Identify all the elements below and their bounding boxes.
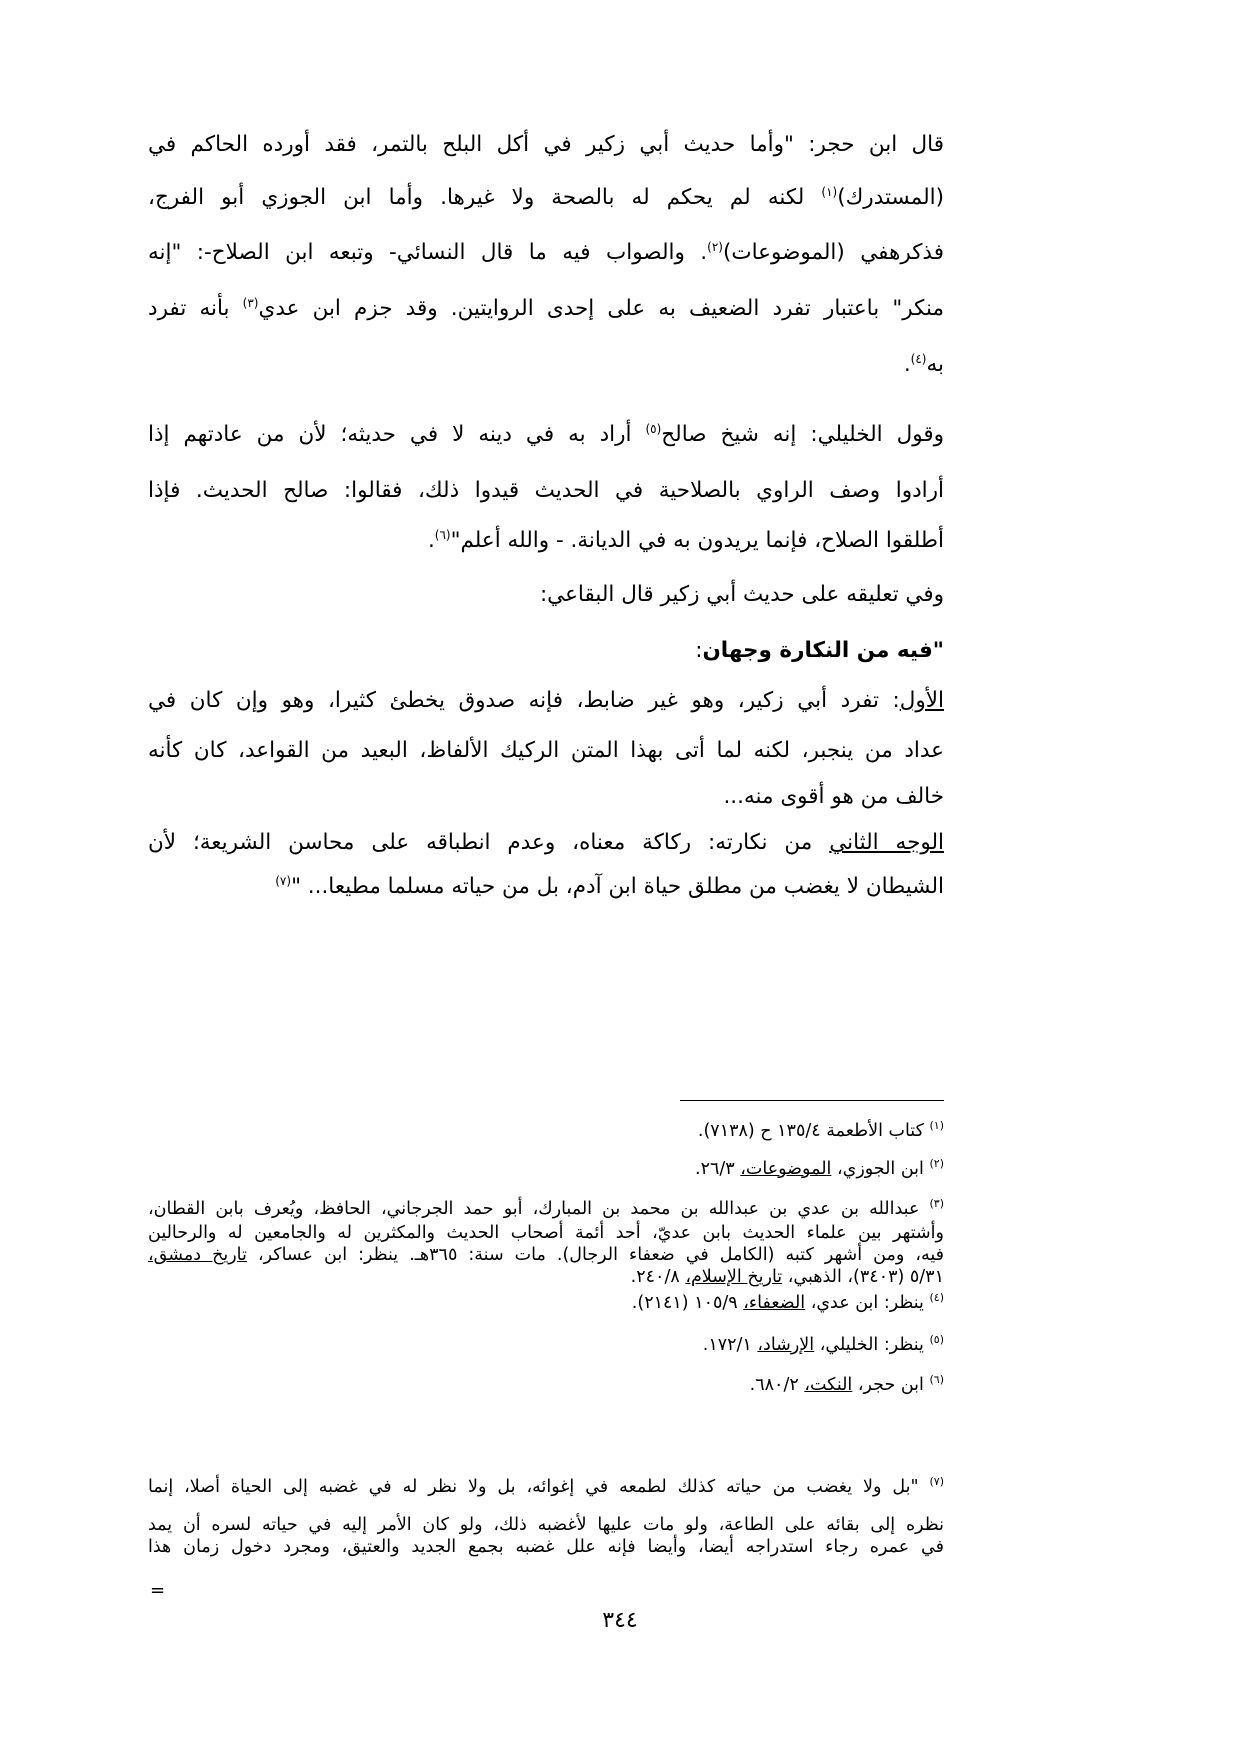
footnote-3-line-3: فيه، ومن أشهر كتبه (الكامل في ضعفاء الرجال). مات سنة: ٣٦٥هـ. ينظر: ابن عساكر، تاريخ دمشق، (148, 1245, 944, 1265)
footnote-1: $^{(١)}$ كتاب الأطعمة ١٣٥/٤ ح (٧١٣٨). (697, 1119, 944, 1141)
footnote-2: $^{(٢)}$ ابن الجوزي، الموضوعات، ٢٦/٣. (694, 1157, 944, 1179)
footnote-3-line-2: وأشتهر بين علماء الحديث بابن عديّ، أحد أئمة أصحاب الحديث والمكثرين له والجامعين له والرحالين (148, 1223, 944, 1243)
footnote-3-line-1: $^{(٣)}$ عبدالله بن عدي بن عبدالله بن محمد بن المبارك، أبو حمد الجرجاني، الحافظ، ويُعرف بابن القطان، (148, 1197, 944, 1219)
footnote-4: $^{(٤)}$ ينظر: ابن عدي، الضعفاء، ١٠٥/٩ (٢١٤١). (631, 1291, 944, 1313)
second-point-line-2: الشيطان لا يغضب من مطلق حياة ابن آدم، بل من حياته مسلما مطيعا... "$^{(٧)}$ (275, 873, 944, 899)
footnote-separator (680, 1100, 944, 1101)
footnote-ref: (٤) (910, 351, 927, 366)
second-point-line-1: الوجه الثاني من نكارته: ركاكة معناه، وعدم انطباقه على محاسن الشريعة؛ لأن (148, 830, 944, 855)
footnote-7-line-3: في عمره رجاء استدراجه أيضا، وأيضا فإنه علل غضبه بجمع الجديد والعتيق، ومجرد دخول زمان هذا (148, 1537, 944, 1557)
paragraph-2-line-2: أرادوا وصف الراوي بالصلاحية في الحديث قيدوا ذلك، فقالوا: صالح الحديث. فإذا (148, 478, 944, 503)
paragraph-2-line-1: وقول الخليلي: إنه شيخ صالح$^{(٥)}$ أراد به في دينه لا في حديثه؛ لأن من عادتهم إذا (148, 421, 945, 447)
footnote-ref: (٥) (645, 421, 662, 436)
first-point-label: الأول (899, 688, 944, 713)
footnote-ref: (٢) (707, 239, 723, 254)
first-point-line-2: عداد من ينجبر، لكنه لما أتى بهذا المتن الركيك الألفاظ، البعيد من القواعد، كان كأنه (148, 738, 944, 763)
footnote-3-line-4: ٥/٣١ (٣٤٠٣)، الذهبي، تاريخ الإسلام، ٢٤٠/٨. (630, 1267, 944, 1287)
footnote-ref: (١) (821, 184, 838, 199)
continuation-mark: = (150, 1580, 166, 1601)
footnote-6: $^{(٦)}$ ابن حجر، النكت، ٦٨٠/٢. (749, 1373, 944, 1395)
paragraph-2-line-3: أطلقوا الصلاح، فإنما يريدون به في الديانة. - والله أعلم"$^{(٦)}$. (427, 527, 944, 553)
footnote-ref: (٧) (275, 873, 292, 888)
footnote-7-line-2: نظره إلى بقائه على الطاعة، ولو مات عليها لأغضبه ذلك، ولو كان الأمر إليه في حياته لسره أن يمد (148, 1515, 944, 1535)
paragraph-1-line-4: منكر" باعتبار تفرد الضعيف به على إحدى الروايتين. وقد جزم ابن عدي$^{(٣)}$ بأنه تفرد (148, 295, 944, 321)
paragraph-1-line-2: (المستدرك)$^{(١)}$ لكنه لم يحكم له بالصحة ولا غيرها. وأما ابن الجوزي أبو الفرج، (148, 184, 944, 210)
footnote-ref: (٦) (434, 527, 451, 542)
footnote-7-line-1: $^{(٧)}$ "بل ولا يغضب من حياته كذلك لطمعه في إغوائه، بل ولا نظر له في غضبه إلى الحياة أصلا، إنما (148, 1475, 944, 1497)
page-number: ٣٤٤ (602, 1608, 638, 1633)
first-point-line-3: خالف من هو أقوى منه... (723, 784, 944, 809)
quote-heading: "فيه من النكارة وجهان: (695, 638, 944, 663)
paragraph-1-line-5: به$^{(٤)}$. (903, 351, 944, 377)
footnote-5: $^{(٥)}$ ينظر: الخليلي، الإرشاد، ١٧٢/١. (702, 1333, 944, 1355)
second-point-label: الوجه الثاني (829, 830, 944, 855)
first-point-line-1: الأول: تفرد أبي زكير، وهو غير ضابط، فإنه صدوق يخطئ كثيرا، وهو وإن كان في (148, 688, 944, 713)
paragraph-1-line-1: قال ابن حجر: "وأما حديث أبي زكير في أكل البلح بالتمر، فقد أورده الحاكم في (148, 132, 944, 157)
paragraph-3: وفي تعليقه على حديث أبي زكير قال البقاعي: (539, 582, 944, 607)
paragraph-1-line-3: فذكرهفي (الموضوعات)$^{(٢)}$. والصواب فيه ما قال النسائي- وتبعه ابن الصلاح-: "إنه (148, 239, 944, 265)
footnote-ref: (٣) (242, 295, 259, 310)
